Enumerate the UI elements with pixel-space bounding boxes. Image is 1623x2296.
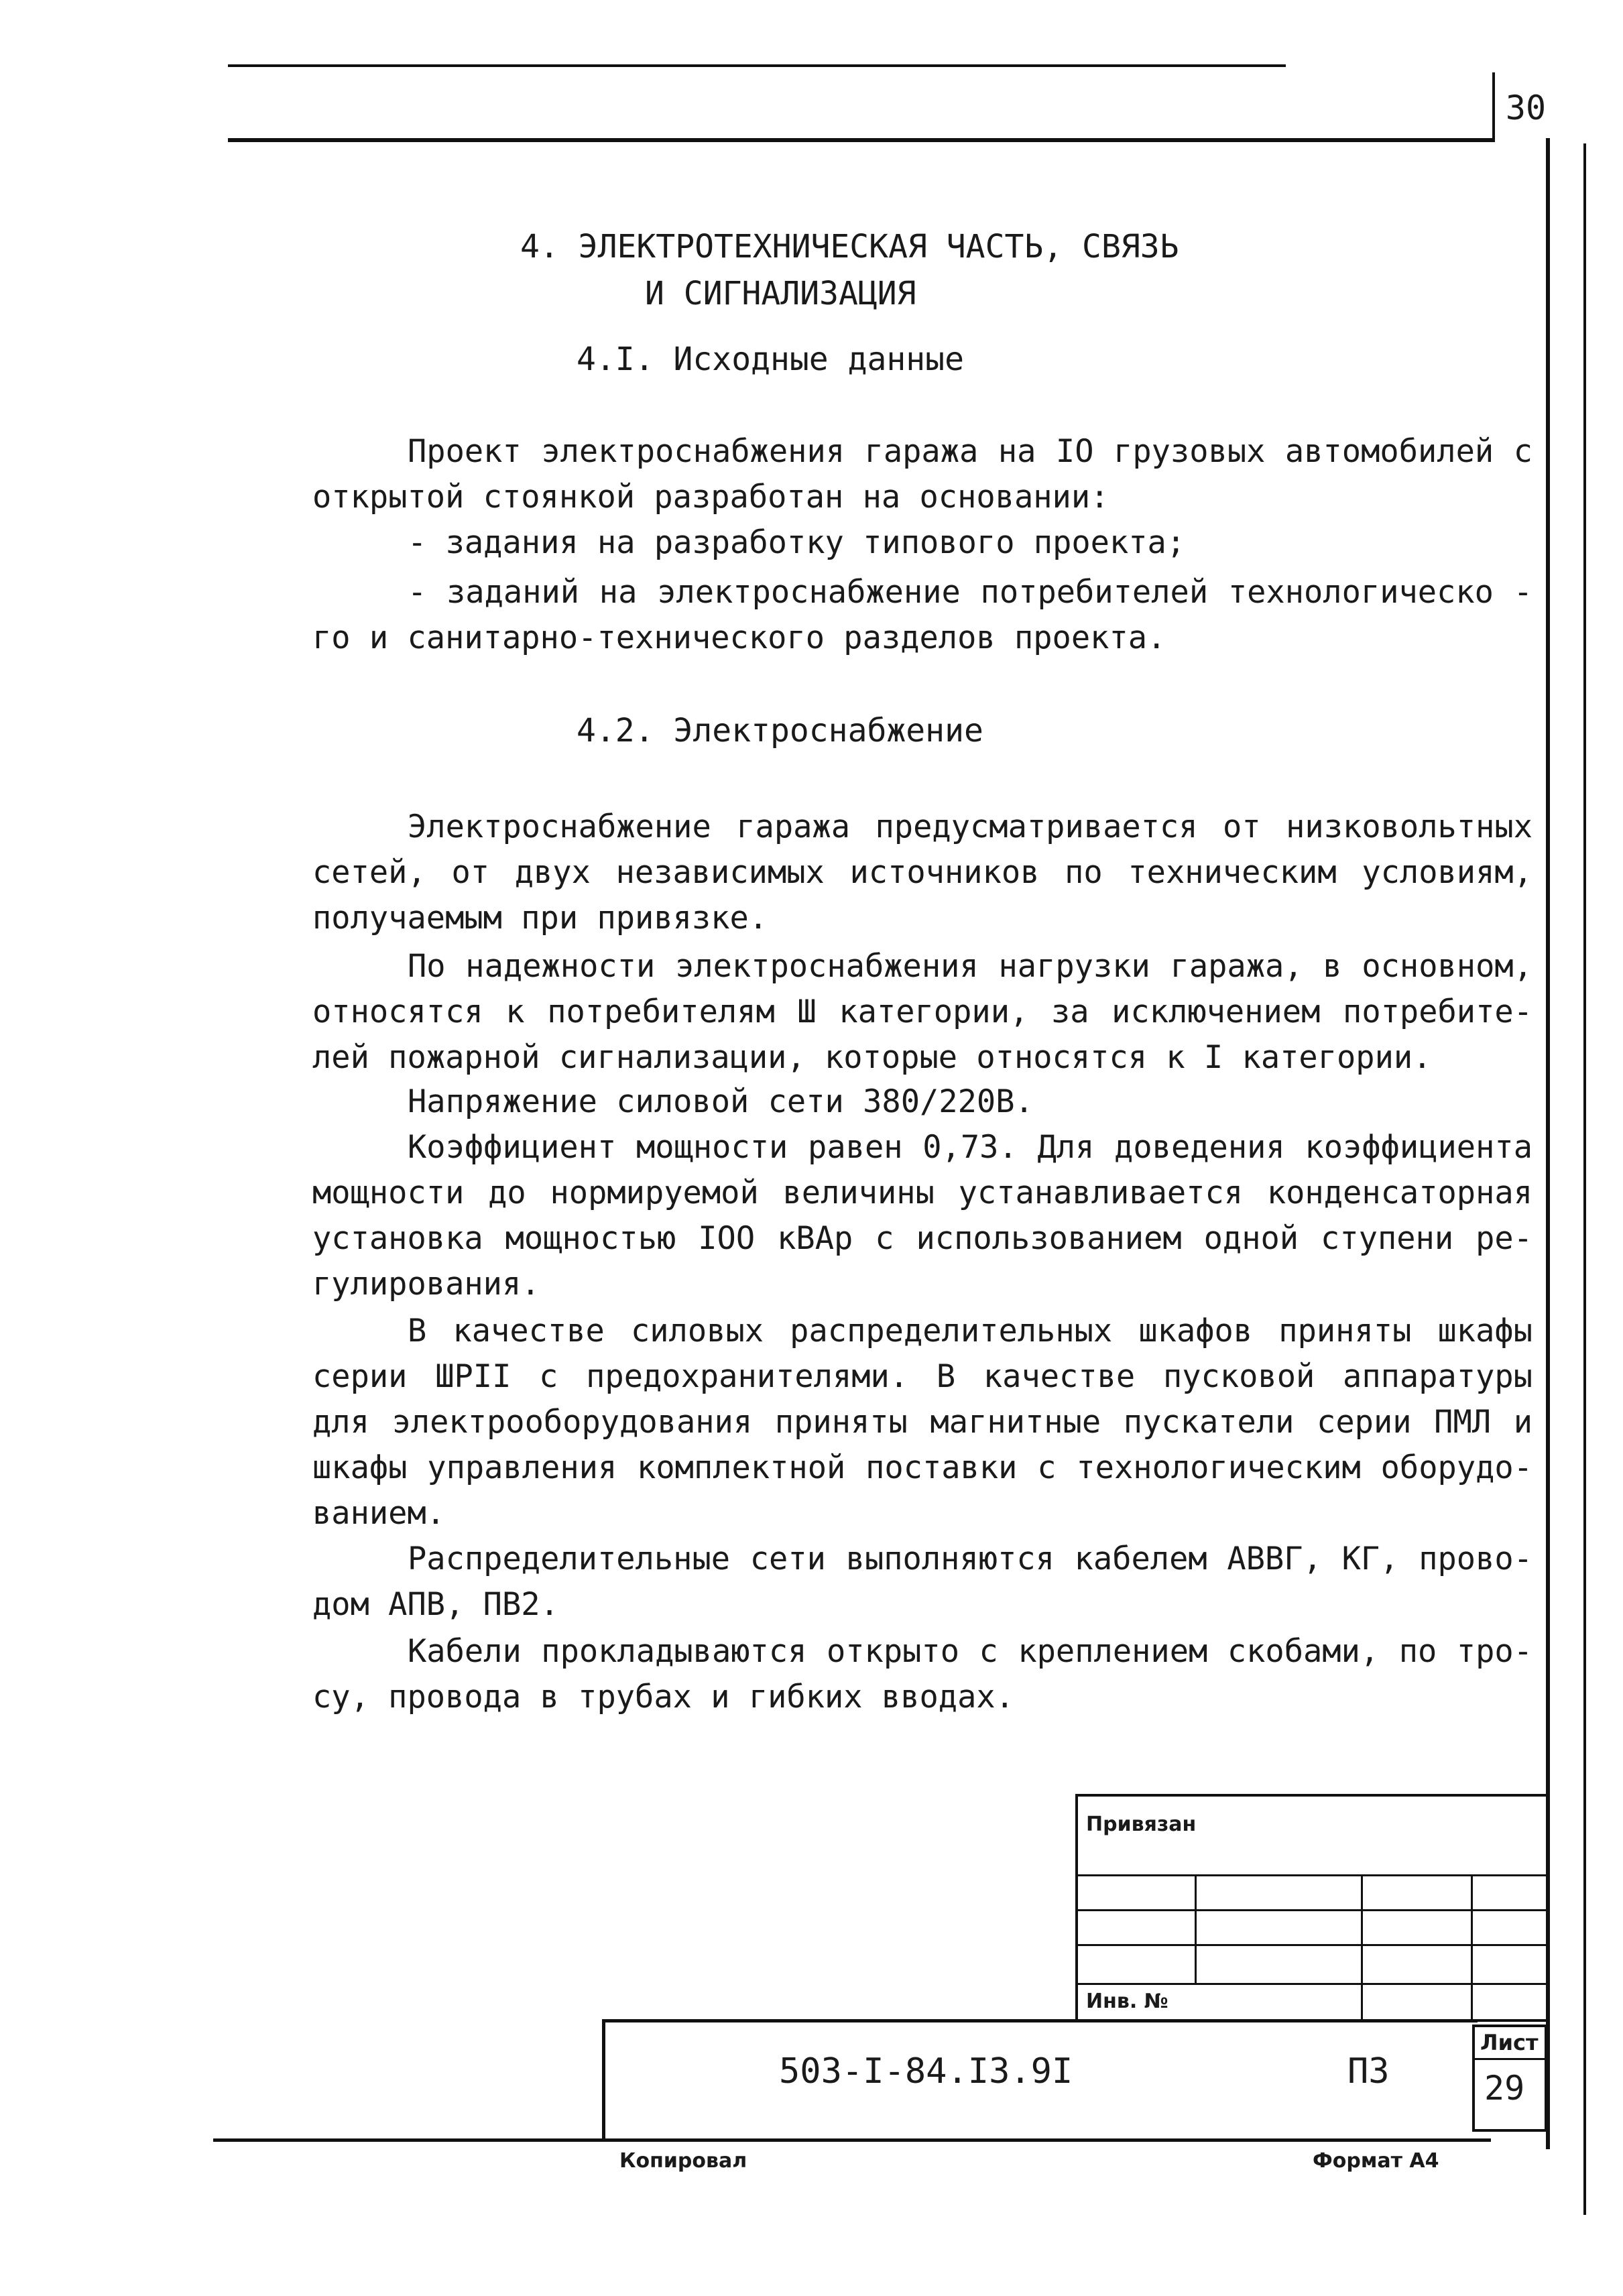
format-label: Формат А4 xyxy=(1313,2149,1439,2173)
privyazan-label: Привязан xyxy=(1086,1813,1197,1836)
stamp-col-line-2 xyxy=(1361,1874,1363,2022)
subsection-title-2: 4.2. Электроснабжение xyxy=(577,712,983,749)
section-title-line2: И СИГНАЛИЗАЦИЯ xyxy=(645,275,916,312)
stamp-row-line-1 xyxy=(1075,1874,1549,1876)
right-outer-line xyxy=(1583,143,1586,2215)
top-rule xyxy=(228,64,1286,67)
stamp-row-line-4 xyxy=(1075,1983,1549,1985)
paragraph-networks: Распределительные сети выполняются кабелем АВВГ, КГ, прово- дом АПВ, ПВ2. xyxy=(312,1540,1532,1623)
section-title-line1: 4. ЭЛЕКТРОТЕХНИЧЕСКАЯ ЧАСТЬ, СВЯЗЬ xyxy=(520,228,1179,265)
document-code: 503-I-84.I3.9I xyxy=(779,2051,1073,2092)
sheet-label: Лист xyxy=(1480,2030,1539,2055)
stamp-row-line-2 xyxy=(1075,1909,1549,1911)
paragraph-voltage: Напряжение силовой сети 380/220В. xyxy=(408,1083,1034,1120)
paragraph-reliability: По надежности электроснабжения нагрузки гаража, в основном, относятся к потребителям Ш категории, за исключением потребите- лей пожарной сигнализации, которые относятся к I категории. xyxy=(312,948,1532,1076)
paragraph-cables: Кабели прокладываются открыто с креплением скобами, по тро- су, провода в трубах и гибких вводах. xyxy=(312,1633,1532,1715)
sheet-number: 29 xyxy=(1484,2069,1525,2108)
stamp-col-line-1 xyxy=(1195,1874,1197,1984)
paragraph-power-factor: Коэффициент мощности равен 0,73. Для доведения коэффициента мощности до нормируемой величины устанавливается конденсаторная установка мощностью IOO кВАр с использованием одной ступени ре- гулирования. xyxy=(312,1129,1532,1303)
main-box-top xyxy=(602,2019,1478,2022)
bottom-rule xyxy=(213,2138,1491,2142)
main-box-left xyxy=(602,2019,605,2141)
inventory-number-label: Инв. № xyxy=(1086,1990,1168,2013)
sheet-box-divider xyxy=(1472,2058,1547,2060)
header-rule xyxy=(228,138,1492,142)
list-item-2: - заданий на электроснабжение потребителей технологическо - го и санитарно-технического разделов проекта. xyxy=(312,574,1532,656)
stamp-col-line-3 xyxy=(1471,1874,1473,2022)
subsection-title-1: 4.I. Исходные данные xyxy=(577,341,964,378)
paragraph-intro: Проект электроснабжения гаража на IO грузовых автомобилей с открытой стоянкой разработан на основании: xyxy=(312,433,1532,516)
page-number: 30 xyxy=(1505,88,1547,127)
paragraph-supply-sources: Электроснабжение гаража предусматривается от низковольтных сетей, от двух независимых источников по техническим условиям, получаемым при привязке. xyxy=(312,808,1532,936)
document-type: ПЗ xyxy=(1347,2051,1390,2092)
copied-by-label: Копировал xyxy=(619,2149,747,2173)
stamp-row-line-3 xyxy=(1075,1944,1549,1946)
paragraph-cabinets: В качестве силовых распределительных шкафов приняты шкафы серии ШРII с предохранителями. В качестве пусковой аппаратуры для электрооборудования приняты магнитные пускатели серии ПМЛ и шкафы управления комплектной поставки с технологическим оборудо- ванием. xyxy=(312,1313,1532,1532)
list-item-1: - задания на разработку типового проекта; xyxy=(408,524,1186,561)
